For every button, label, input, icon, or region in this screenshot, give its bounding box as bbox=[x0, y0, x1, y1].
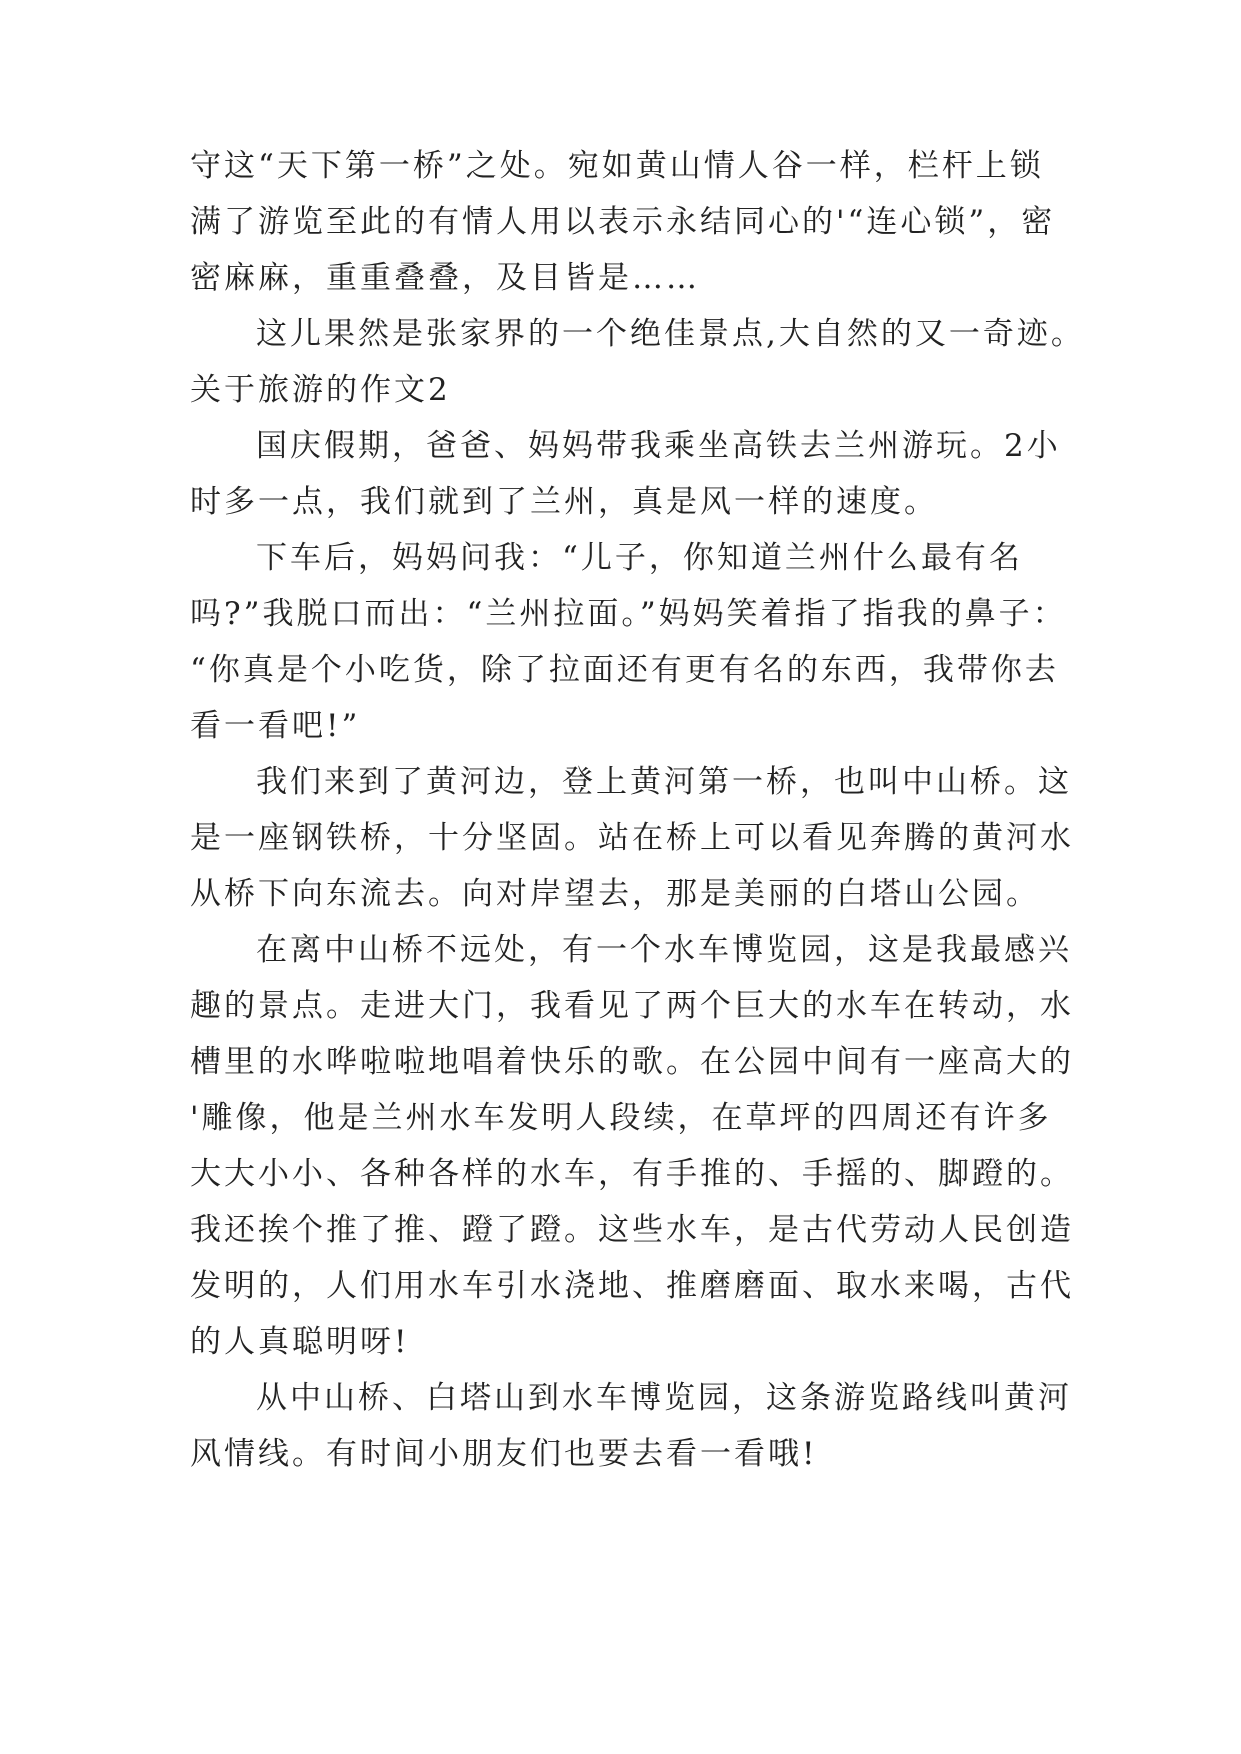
text-line: 时多一点，我们就到了兰州，真是风一样的速度。 bbox=[190, 484, 938, 520]
section-heading: 关于旅游的作文2 bbox=[190, 372, 451, 408]
text-line: 下车后，妈妈问我：“儿子，你知道兰州什么最有名 bbox=[256, 540, 1023, 576]
text-line: 这儿果然是张家界的一个绝佳景点,大自然的又一奇迹。 bbox=[256, 316, 1085, 352]
text-line: 我还挨个推了推、蹬了蹬。这些水车，是古代劳动人民创造 bbox=[190, 1212, 1074, 1248]
text-line: 发明的，人们用水车引水浇地、推磨磨面、取水来喝，古代 bbox=[190, 1268, 1074, 1304]
text-line: 风情线。有时间小朋友们也要去看一看哦! bbox=[190, 1436, 818, 1472]
text-line: 密麻麻，重重叠叠，及目皆是…… bbox=[190, 260, 700, 296]
text-line: “你真是个小吃货，除了拉面还有更有名的东西，我带你去 bbox=[190, 652, 1059, 688]
text-line: 是一座钢铁桥，十分坚固。站在桥上可以看见奔腾的黄河水 bbox=[190, 820, 1074, 856]
text-line: 的人真聪明呀! bbox=[190, 1324, 410, 1360]
text-line: 从桥下向东流去。向对岸望去，那是美丽的白塔山公园。 bbox=[190, 876, 1040, 912]
text-line: 槽里的水哗啦啦地唱着快乐的歌。在公园中间有一座高大的 bbox=[190, 1044, 1074, 1080]
text-line: 趣的景点。走进大门，我看见了两个巨大的水车在转动，水 bbox=[190, 988, 1074, 1024]
text-line: 大大小小、各种各样的水车，有手推的、手摇的、脚蹬的。 bbox=[190, 1156, 1074, 1192]
text-line: 吗?”我脱口而出：“兰州拉面。”妈妈笑着指了指我的鼻子： bbox=[190, 596, 1067, 632]
text-line: 满了游览至此的有情人用以表示永结同心的'“连心锁”，密 bbox=[190, 204, 1056, 240]
text-line: 看一看吧!” bbox=[190, 708, 361, 744]
text-line: 守这“天下第一桥”之处。宛如黄山情人谷一样，栏杆上锁 bbox=[190, 148, 1044, 184]
text-line: '雕像，他是兰州水车发明人段续，在草坪的四周还有许多 bbox=[190, 1100, 1052, 1136]
text-line: 国庆假期，爸爸、妈妈带我乘坐高铁去兰州游玩。2小 bbox=[256, 428, 1061, 464]
text-line: 从中山桥、白塔山到水车博览园，这条游览路线叫黄河 bbox=[256, 1380, 1072, 1416]
text-line: 在离中山桥不远处，有一个水车博览园，这是我最感兴 bbox=[256, 932, 1072, 968]
text-line: 我们来到了黄河边，登上黄河第一桥，也叫中山桥。这 bbox=[256, 764, 1072, 800]
